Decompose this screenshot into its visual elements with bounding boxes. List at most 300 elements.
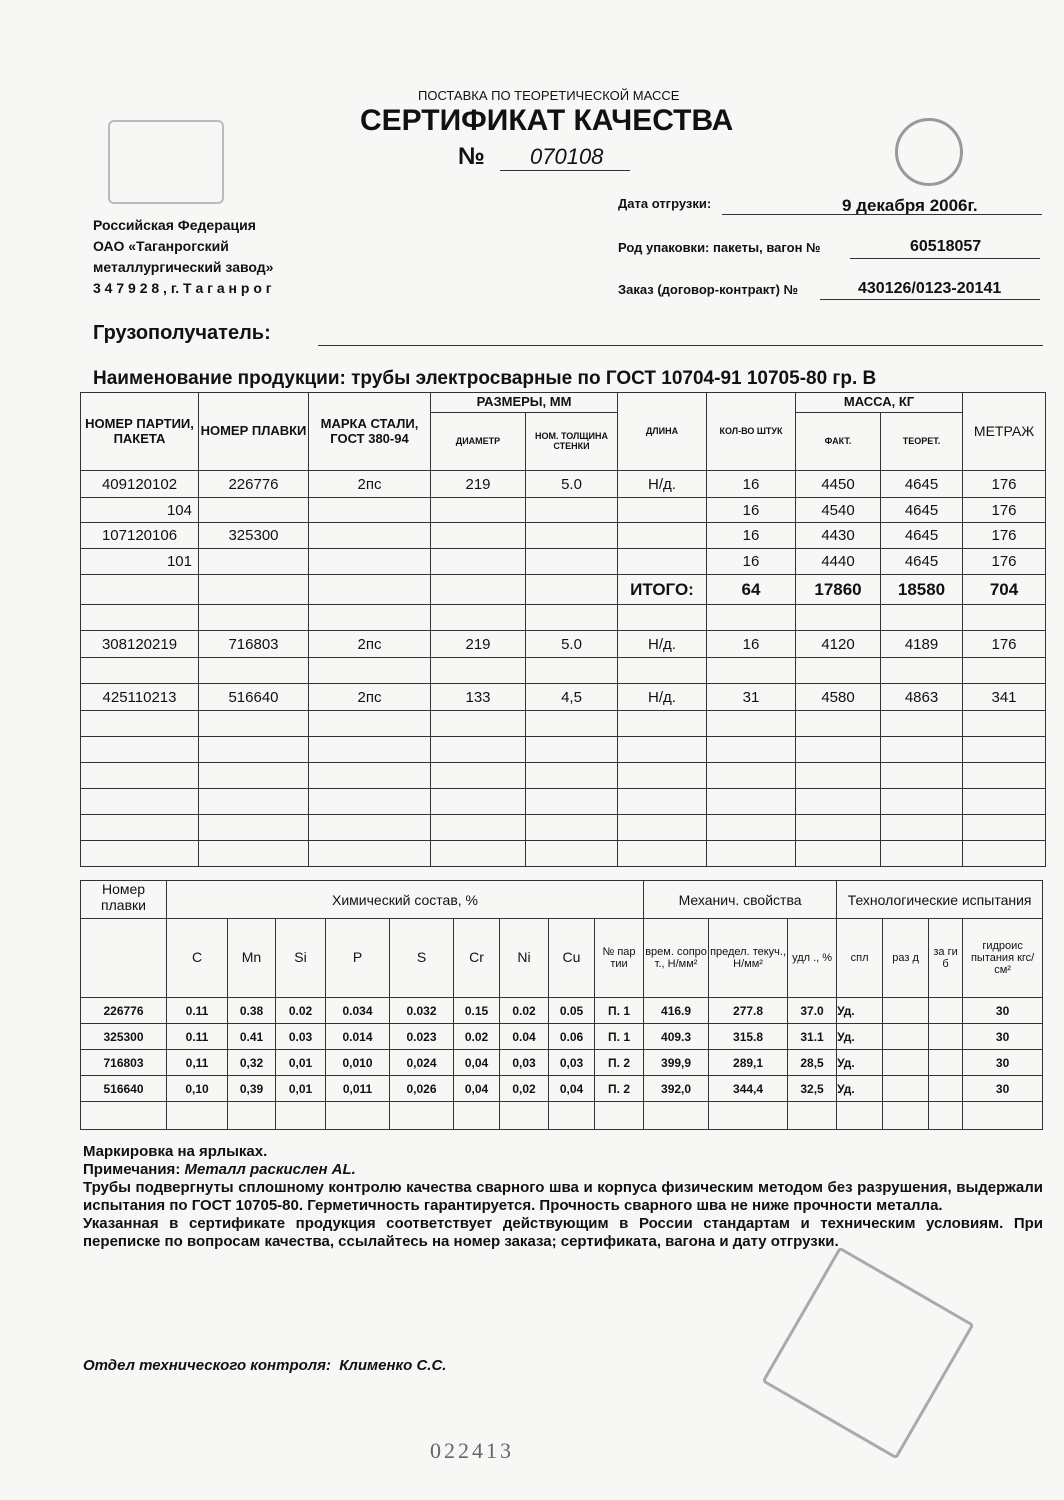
- table-cell: [309, 523, 431, 549]
- table-cell: [309, 658, 431, 684]
- empty-cell: [431, 815, 526, 841]
- empty-row: [81, 815, 1046, 841]
- table-cell: [526, 605, 618, 631]
- col-heat: Номер плавки: [81, 881, 167, 919]
- table-cell: 0,03: [500, 1050, 549, 1076]
- table-cell: Уд.: [837, 1024, 883, 1050]
- table-cell: [431, 498, 526, 523]
- empty-cell: [881, 841, 963, 867]
- empty-cell: [431, 737, 526, 763]
- table-cell: П. 1: [595, 998, 644, 1024]
- empty-cell: [500, 1102, 549, 1130]
- empty-cell: [881, 737, 963, 763]
- empty-cell: [796, 841, 881, 867]
- table-cell: [618, 605, 707, 631]
- table-cell: [963, 658, 1046, 684]
- empty-cell: [390, 1102, 454, 1130]
- empty-cell: [963, 789, 1046, 815]
- empty-cell: [431, 763, 526, 789]
- table-cell: [883, 998, 929, 1024]
- consignee-label: Грузополучатель:: [93, 322, 271, 344]
- table-cell: 176: [963, 498, 1046, 523]
- col-theor: ТЕОРЕТ.: [881, 413, 963, 471]
- table-row: [81, 631, 1046, 658]
- table-cell: [618, 658, 707, 684]
- table-cell: Н/д.: [618, 684, 707, 711]
- remarks-label: Примечания:: [83, 1161, 181, 1178]
- table-cell: [618, 549, 707, 575]
- certificate-number: 070108: [530, 144, 604, 169]
- table-cell: 5.0: [526, 631, 618, 658]
- empty-cell: [309, 841, 431, 867]
- table-cell: 0,39: [228, 1076, 276, 1102]
- table-cell: 64: [707, 575, 796, 605]
- table-cell: 2пс: [309, 631, 431, 658]
- triangle-stamp: [761, 1246, 974, 1459]
- inspection-note: Трубы подвергнуты сплошному контролю качества сварного шва и корпуса физическим методом без разрушения, выдержали испытания по ГОСТ 10705-80. Герметичность гарантируется. Прочность сварного шва не ниже прочности металла.: [83, 1179, 1043, 1214]
- table-cell: 30: [963, 1024, 1043, 1050]
- tagmet-logo: [108, 120, 224, 204]
- table-cell: 516640: [199, 684, 309, 711]
- table-cell: 704: [963, 575, 1046, 605]
- table-cell: 4645: [881, 498, 963, 523]
- table-cell: 5.0: [526, 471, 618, 498]
- empty-cell: [707, 789, 796, 815]
- table-cell: 37.0: [788, 998, 837, 1024]
- table-row: [81, 658, 1046, 684]
- col-length: ДЛИНА: [618, 393, 707, 471]
- table-row: [81, 523, 1046, 549]
- empty-cell: [81, 841, 199, 867]
- table-cell: 409120102: [81, 471, 199, 498]
- pack-label: Род упаковки: пакеты, вагон №: [618, 240, 821, 255]
- empty-cell: [526, 789, 618, 815]
- table-cell: [618, 498, 707, 523]
- col-mechanical: Механич. свойства: [644, 881, 837, 919]
- empty-cell: [618, 737, 707, 763]
- empty-cell: [595, 1102, 644, 1130]
- table-cell: 4450: [796, 471, 881, 498]
- table-row: [81, 684, 1046, 711]
- empty-cell: [618, 711, 707, 737]
- empty-cell: [526, 737, 618, 763]
- empty-cell: [309, 711, 431, 737]
- serial-number: 022413: [430, 1438, 514, 1463]
- col-header: № пар тии: [595, 919, 644, 998]
- col-header: Ni: [500, 919, 549, 998]
- table-cell: 0,10: [167, 1076, 228, 1102]
- table-cell: 176: [963, 471, 1046, 498]
- empty-cell: [963, 815, 1046, 841]
- col-batch: НОМЕР ПАРТИИ, ПАКЕТА: [81, 393, 199, 471]
- table-cell: 0.034: [326, 998, 390, 1024]
- table-cell: 176: [963, 523, 1046, 549]
- table-cell: 416.9: [644, 998, 709, 1024]
- wagon-number: 60518057: [910, 238, 982, 255]
- col-header: за ги б: [929, 919, 963, 998]
- issuer-line: Российская Федерация: [93, 217, 256, 233]
- issuer-line: ОАО «Таганрогский: [93, 238, 229, 254]
- empty-cell: [618, 841, 707, 867]
- table-cell: 0,11: [167, 1050, 228, 1076]
- table-cell: 16: [707, 523, 796, 549]
- table-cell: 0.06: [549, 1024, 595, 1050]
- table-cell: 0.03: [276, 1024, 326, 1050]
- table-row: [81, 471, 1046, 498]
- empty-cell: [788, 1102, 837, 1130]
- table-cell: 16: [707, 471, 796, 498]
- table-cell: [431, 549, 526, 575]
- table-cell: 4645: [881, 549, 963, 575]
- empty-cell: [644, 1102, 709, 1130]
- col-diameter: ДИАМЕТР: [431, 413, 526, 471]
- table-cell: 0.02: [454, 1024, 500, 1050]
- table-row: [81, 1024, 1043, 1050]
- table-cell: [431, 523, 526, 549]
- empty-row: [81, 1102, 1043, 1130]
- empty-cell: [707, 815, 796, 841]
- table-cell: 219: [431, 631, 526, 658]
- empty-cell: [929, 1102, 963, 1130]
- order-label: Заказ (договор-контракт) №: [618, 282, 799, 297]
- table-cell: 30: [963, 998, 1043, 1024]
- table-cell: 315.8: [709, 1024, 788, 1050]
- dept-label: Отдел технического контроля:: [83, 1357, 331, 1374]
- table-cell: 2пс: [309, 471, 431, 498]
- table-cell: [81, 575, 199, 605]
- table-cell: 0,04: [549, 1076, 595, 1102]
- table-cell: 4430: [796, 523, 881, 549]
- col-wall: НОМ. ТОЛЩИНА СТЕНКИ: [526, 413, 618, 471]
- table-cell: 325300: [199, 523, 309, 549]
- table-cell: 31: [707, 684, 796, 711]
- table-cell: [929, 1050, 963, 1076]
- table-cell: 0,04: [454, 1050, 500, 1076]
- table-cell: П. 2: [595, 1050, 644, 1076]
- table-cell: 425110213: [81, 684, 199, 711]
- table-cell: 0,04: [454, 1076, 500, 1102]
- table-cell: [929, 1076, 963, 1102]
- ship-date-label: Дата отгрузки:: [618, 196, 712, 211]
- col-grade: МАРКА СТАЛИ, ГОСТ 380-94: [309, 393, 431, 471]
- total-row: [81, 575, 1046, 605]
- table-cell: 409.3: [644, 1024, 709, 1050]
- col-header: раз д: [883, 919, 929, 998]
- empty-cell: [796, 815, 881, 841]
- table-cell: 0.41: [228, 1024, 276, 1050]
- table-row: [81, 498, 1046, 523]
- shipment-table: [80, 392, 1046, 867]
- table-cell: 30: [963, 1076, 1043, 1102]
- ship-date: 9 декабря 2006г.: [842, 196, 978, 215]
- empty-cell: [276, 1102, 326, 1130]
- table-cell: 16: [707, 498, 796, 523]
- table-cell: 4,5: [526, 684, 618, 711]
- table-cell: Уд.: [837, 998, 883, 1024]
- table-cell: [309, 575, 431, 605]
- table-cell: 0.05: [549, 998, 595, 1024]
- table-cell: 18580: [881, 575, 963, 605]
- empty-row: [81, 763, 1046, 789]
- col-header: Si: [276, 919, 326, 998]
- col-heat: НОМЕР ПЛАВКИ: [199, 393, 309, 471]
- table-cell: [526, 575, 618, 605]
- table-row: [81, 998, 1043, 1024]
- table-cell: [707, 605, 796, 631]
- table-cell: 17860: [796, 575, 881, 605]
- table-cell: 0.032: [390, 998, 454, 1024]
- table-cell: 0.023: [390, 1024, 454, 1050]
- table-cell: [526, 498, 618, 523]
- table-cell: 4580: [796, 684, 881, 711]
- table-cell: 399,9: [644, 1050, 709, 1076]
- empty-cell: [309, 789, 431, 815]
- empty-cell: [199, 711, 309, 737]
- table-cell: [963, 605, 1046, 631]
- col-header: Mn: [228, 919, 276, 998]
- table-cell: 0.15: [454, 998, 500, 1024]
- table-cell: 28,5: [788, 1050, 837, 1076]
- empty-cell: [199, 815, 309, 841]
- table-cell: 325300: [81, 1024, 167, 1050]
- table-cell: [796, 658, 881, 684]
- table-cell: [883, 1024, 929, 1050]
- table-cell: 16: [707, 549, 796, 575]
- empty-cell: [526, 711, 618, 737]
- table-cell: 341: [963, 684, 1046, 711]
- empty-cell: [81, 737, 199, 763]
- supply-subtitle: ПОСТАВКА ПО ТЕОРЕТИЧЕСКОЙ МАССЕ: [418, 88, 680, 103]
- empty-cell: [796, 711, 881, 737]
- col-header: C: [167, 919, 228, 998]
- table-cell: 716803: [199, 631, 309, 658]
- empty-cell: [881, 763, 963, 789]
- empty-cell: [81, 763, 199, 789]
- table-cell: П. 2: [595, 1076, 644, 1102]
- table-cell: 4120: [796, 631, 881, 658]
- table-cell: ИТОГО:: [618, 575, 707, 605]
- table-cell: 30: [963, 1050, 1043, 1076]
- signature-line: [83, 1357, 446, 1374]
- table-cell: [199, 549, 309, 575]
- table-cell: 0.11: [167, 998, 228, 1024]
- empty-cell: [709, 1102, 788, 1130]
- empty-cell: [81, 919, 167, 998]
- empty-cell: [309, 763, 431, 789]
- table-cell: [526, 523, 618, 549]
- col-sizes: РАЗМЕРЫ, ММ: [431, 393, 618, 413]
- table-cell: [431, 575, 526, 605]
- table-cell: 31.1: [788, 1024, 837, 1050]
- table-cell: 219: [431, 471, 526, 498]
- table-cell: Н/д.: [618, 631, 707, 658]
- issuer-line: 3 4 7 9 2 8 , г. Т а г а н р о г: [93, 280, 272, 296]
- table-cell: 101: [81, 549, 199, 575]
- table-cell: 0.02: [500, 998, 549, 1024]
- empty-cell: [199, 737, 309, 763]
- table-cell: 289,1: [709, 1050, 788, 1076]
- empty-cell: [326, 1102, 390, 1130]
- table-cell: 176: [963, 549, 1046, 575]
- empty-cell: [963, 1102, 1043, 1130]
- col-header: Cr: [454, 919, 500, 998]
- table-cell: 176: [963, 631, 1046, 658]
- col-header: предел. текуч., Н/мм²: [709, 919, 788, 998]
- product-name: Наименование продукции: трубы электросварные по ГОСТ 10704-91 10705-80 гр. В: [93, 368, 877, 389]
- table-cell: 4540: [796, 498, 881, 523]
- table-cell: 0.014: [326, 1024, 390, 1050]
- empty-cell: [881, 815, 963, 841]
- empty-cell: [454, 1102, 500, 1130]
- empty-cell: [526, 841, 618, 867]
- empty-cell: [707, 737, 796, 763]
- order-number: 430126/0123-20141: [858, 280, 1002, 297]
- col-qty: КОЛ-ВО ШТУК: [707, 393, 796, 471]
- empty-cell: [963, 763, 1046, 789]
- table-cell: Уд.: [837, 1050, 883, 1076]
- col-header: спл: [837, 919, 883, 998]
- col-header: Cu: [549, 919, 595, 998]
- empty-row: [81, 789, 1046, 815]
- table-cell: 716803: [81, 1050, 167, 1076]
- issuer-block: [93, 215, 323, 299]
- table-cell: 0,024: [390, 1050, 454, 1076]
- table-cell: [707, 658, 796, 684]
- table-cell: 4863: [881, 684, 963, 711]
- table-cell: [929, 998, 963, 1024]
- empty-cell: [81, 815, 199, 841]
- empty-row: [81, 711, 1046, 737]
- table-cell: 0,026: [390, 1076, 454, 1102]
- table-cell: 4645: [881, 471, 963, 498]
- empty-cell: [707, 763, 796, 789]
- empty-cell: [796, 737, 881, 763]
- table-cell: [81, 658, 199, 684]
- table-cell: [929, 1024, 963, 1050]
- empty-cell: [199, 841, 309, 867]
- empty-cell: [881, 711, 963, 737]
- empty-cell: [199, 763, 309, 789]
- table-cell: 0.11: [167, 1024, 228, 1050]
- table-row: [81, 549, 1046, 575]
- document-title: СЕРТИФИКАТ КАЧЕСТВА: [360, 104, 734, 137]
- table-row: [81, 605, 1046, 631]
- empty-cell: [431, 711, 526, 737]
- table-row: [81, 1076, 1043, 1102]
- col-fact: ФАКТ.: [796, 413, 881, 471]
- table-cell: 308120219: [81, 631, 199, 658]
- table-cell: 0,03: [549, 1050, 595, 1076]
- empty-cell: [228, 1102, 276, 1130]
- table-cell: 4645: [881, 523, 963, 549]
- table-cell: 226776: [81, 998, 167, 1024]
- col-header: врем. сопро т., Н/мм²: [644, 919, 709, 998]
- notes-block: [83, 1143, 1043, 1251]
- empty-cell: [881, 789, 963, 815]
- round-stamp: [895, 118, 963, 186]
- empty-cell: [707, 841, 796, 867]
- table-row: [81, 1050, 1043, 1076]
- table-cell: 0,01: [276, 1076, 326, 1102]
- empty-cell: [81, 789, 199, 815]
- table-cell: 0,32: [228, 1050, 276, 1076]
- empty-cell: [309, 815, 431, 841]
- empty-cell: [963, 841, 1046, 867]
- signer-name: Клименко С.С.: [339, 1357, 447, 1374]
- empty-cell: [431, 789, 526, 815]
- table-cell: [309, 549, 431, 575]
- table-cell: П. 1: [595, 1024, 644, 1050]
- table-cell: 392,0: [644, 1076, 709, 1102]
- empty-cell: [837, 1102, 883, 1130]
- table-cell: [881, 658, 963, 684]
- chemistry-table: [80, 880, 1043, 1130]
- table-cell: [199, 605, 309, 631]
- table-cell: Уд.: [837, 1076, 883, 1102]
- empty-cell: [431, 841, 526, 867]
- empty-cell: [618, 789, 707, 815]
- table-cell: 4189: [881, 631, 963, 658]
- col-header: P: [326, 919, 390, 998]
- table-cell: 107120106: [81, 523, 199, 549]
- col-chemistry: Химический состав, %: [167, 881, 644, 919]
- table-cell: 0.02: [276, 998, 326, 1024]
- table-cell: [431, 605, 526, 631]
- empty-cell: [963, 737, 1046, 763]
- empty-cell: [963, 711, 1046, 737]
- table-cell: 226776: [199, 471, 309, 498]
- col-header: гидроис пытания кгс/см²: [963, 919, 1043, 998]
- empty-cell: [618, 763, 707, 789]
- table-cell: [618, 523, 707, 549]
- empty-cell: [618, 815, 707, 841]
- table-cell: 0,011: [326, 1076, 390, 1102]
- table-cell: 277.8: [709, 998, 788, 1024]
- table-cell: [796, 605, 881, 631]
- col-mass: МАССА, КГ: [796, 393, 963, 413]
- marking-note: Маркировка на ярлыках.: [83, 1143, 268, 1160]
- empty-cell: [309, 737, 431, 763]
- empty-row: [81, 841, 1046, 867]
- col-technological: Технологические испытания: [837, 881, 1043, 919]
- table-cell: 2пс: [309, 684, 431, 711]
- table-cell: 0.04: [500, 1024, 549, 1050]
- table-cell: [199, 575, 309, 605]
- empty-cell: [81, 1102, 167, 1130]
- col-header: удл ., %: [788, 919, 837, 998]
- table-cell: 32,5: [788, 1076, 837, 1102]
- empty-cell: [526, 815, 618, 841]
- conformity-note: Указанная в сертификате продукция соответствует действующим в России стандартам и техническим условиям. При переписке по вопросам качества, ссылайтесь на номер заказа; сертификата, вагона и дату отгрузки.: [83, 1215, 1043, 1250]
- table-cell: 104: [81, 498, 199, 523]
- table-cell: 516640: [81, 1076, 167, 1102]
- table-cell: [881, 605, 963, 631]
- table-cell: Н/д.: [618, 471, 707, 498]
- table-cell: 4440: [796, 549, 881, 575]
- issuer-line: металлургический завод»: [93, 259, 274, 275]
- table-cell: [309, 498, 431, 523]
- table-cell: 0,02: [500, 1076, 549, 1102]
- empty-cell: [549, 1102, 595, 1130]
- table-cell: [199, 498, 309, 523]
- remarks-text: Металл раскислен AL.: [184, 1161, 356, 1178]
- table-cell: [883, 1050, 929, 1076]
- table-cell: [883, 1076, 929, 1102]
- empty-cell: [167, 1102, 228, 1130]
- table-cell: [526, 658, 618, 684]
- table-cell: [431, 658, 526, 684]
- table-cell: 0.38: [228, 998, 276, 1024]
